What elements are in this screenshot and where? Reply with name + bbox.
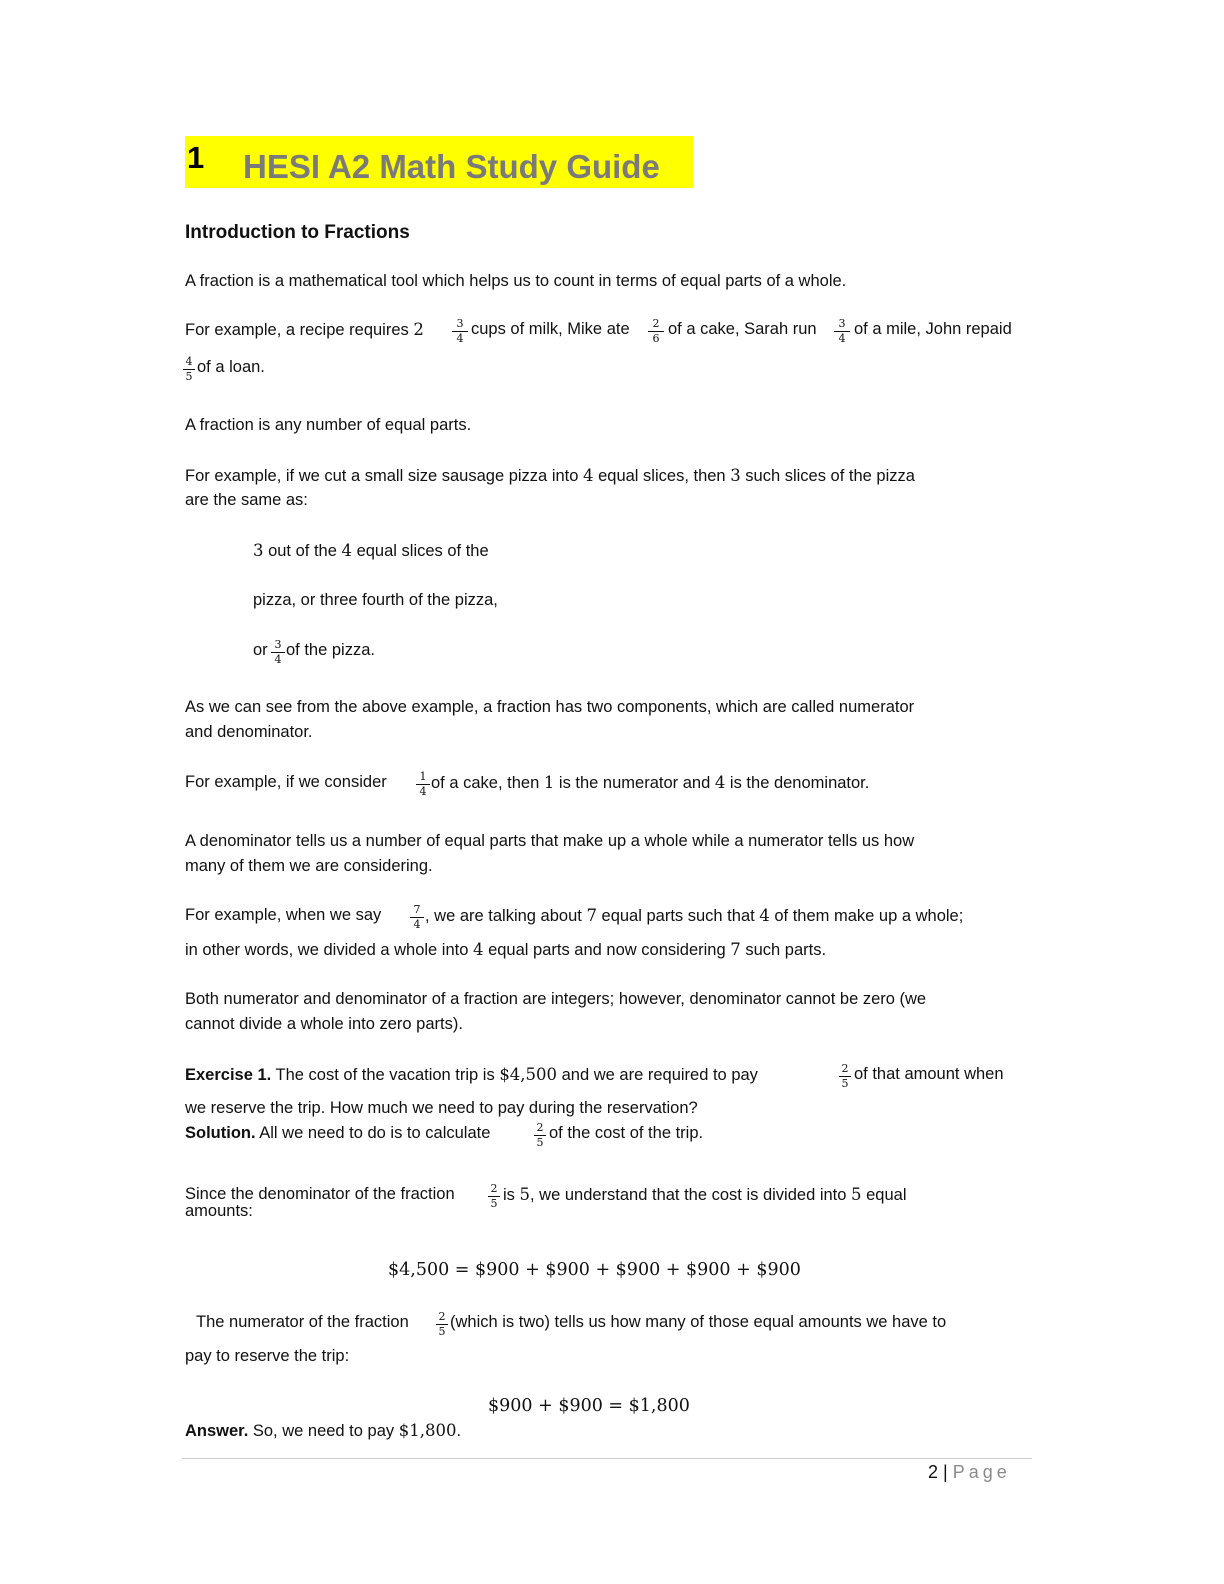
indent-line-1: 3 out of the 4 equal slices of the [253,541,489,560]
paragraph-integers-line2: cannot divide a whole into zero parts). [185,1015,463,1033]
paragraph-examples-e: of a loan. [197,358,265,376]
indent-line-3: or [253,641,268,659]
paragraph-denominator: A denominator tells us a number of equal parts that make up a whole while a numerator tells us how [185,832,915,850]
paragraph-seven-fourths-line2: in other words, we divided a whole into 4 equal parts and now considering 7 such parts. [185,940,827,959]
page-title: HESI A2 Math Study Guide [243,148,660,185]
paragraph-consider-b: of a cake, then 1 is the numerator and 4 is the denominator. [431,773,870,792]
paragraph-since-b: is 5, we understand that the cost is divided into 5 equal [503,1185,907,1204]
fraction-2-5-c: 2 5 [488,1183,500,1210]
exercise-statement-b: of that amount when [854,1065,1004,1083]
exercise-statement: Exercise 1. The cost of the vacation trip is $4,500 and we are required to pay [185,1065,758,1084]
page-number: 2 [928,1462,939,1482]
solution-statement: Solution. All we need to do is to calculate [185,1124,491,1142]
fraction-2-5-d: 2 5 [436,1311,448,1338]
paragraph-numerator-line2: pay to reserve the trip: [185,1347,350,1365]
paragraph-since-line2: amounts: [185,1202,253,1220]
fraction-3-4-b: 3 4 [834,318,850,345]
page-separator: | [938,1462,953,1482]
paragraph-definition: A fraction is a mathematical tool which helps us to count in terms of equal parts of a whole. [185,272,847,290]
fraction-7-4: 7 4 [410,904,424,931]
equation-sum: $900 + $900 = $1,800 [488,1396,690,1416]
page-footer [928,1462,1011,1483]
paragraph-seven-fourths: For example, when we say [185,906,382,924]
paragraph-since: Since the denominator of the fraction [185,1185,455,1203]
paragraph-consider: For example, if we consider [185,773,387,791]
fraction-3-4: 3 4 [452,318,468,345]
exercise-question: we reserve the trip. How much we need to pay during the reservation? [185,1099,698,1117]
paragraph-numerator-b: (which is two) tells us how many of those equal amounts we have to [450,1313,947,1331]
paragraph-any-number: A fraction is any number of equal parts. [185,416,472,434]
paragraph-components-line2: and denominator. [185,723,313,741]
answer-statement: Answer. So, we need to pay $1,800. [185,1421,462,1440]
paragraph-pizza-line2: are the same as: [185,491,308,509]
fraction-2-5-b: 2 5 [534,1122,546,1149]
paragraph-seven-fourths-b: , we are talking about 7 equal parts such that 4 of them make up a whole; [425,906,964,925]
paragraph-numerator: The numerator of the fraction [196,1313,409,1331]
paragraph-denominator-line2: many of them we are considering. [185,857,433,875]
paragraph-pizza: For example, if we cut a small size sausage pizza into 4 equal slices, then 3 such slices of the pizza [185,466,915,485]
fraction-4-5: 4 5 [183,356,195,383]
page-label: Page [952,1462,1011,1482]
paragraph-examples: For example, a recipe requires 2 [185,320,424,339]
fraction-3-4-c: 3 4 [271,639,285,666]
equation-split: $4,500 = $900 + $900 + $900 + $900 + $900 [388,1260,801,1280]
section-heading: Introduction to Fractions [185,222,410,243]
heading-number: 1 [187,140,205,175]
indent-line-3b: of the pizza. [286,641,375,659]
fraction-2-5: 2 5 [839,1063,851,1090]
paragraph-examples-b: cups of milk, Mike ate [471,320,630,338]
footer-divider [182,1458,1032,1459]
paragraph-integers: Both numerator and denominator of a fraction are integers; however, denominator cannot be zero (we [185,990,927,1008]
fraction-1-4: 1 4 [416,771,430,798]
paragraph-examples-d: of a mile, John repaid [854,320,1012,338]
paragraph-components: As we can see from the above example, a fraction has two components, which are called numerator [185,698,915,716]
paragraph-examples-c: of a cake, Sarah run [668,320,817,338]
indent-line-2: pizza, or three fourth of the pizza, [253,591,498,609]
solution-statement-b: of the cost of the trip. [549,1124,704,1142]
fraction-2-6: 2 6 [648,318,664,345]
